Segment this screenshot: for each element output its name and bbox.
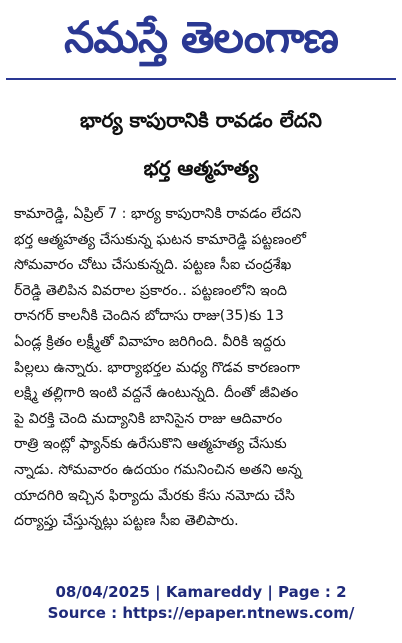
body-line: రానగర్ కాలనీకి చెందిన బోదాసు రాజు(35)కు 13 bbox=[14, 308, 284, 325]
footer-date-edition: 08/04/2025 | Kamareddy | Page : 2 bbox=[55, 583, 347, 601]
body-line: న్నాడు. సోమవారం ఉదయం గమనించిన అతని అన్న bbox=[14, 461, 302, 478]
body-line: కామారెడ్డి, ఏప్రిల్ 7 : భార్య కాపురానికి రావడం లేదని bbox=[14, 206, 302, 222]
body-line: పై విరక్తి చెంది మద్యానికి బానిసైన రాజు ఆదివారం bbox=[14, 410, 283, 427]
masthead bbox=[0, 0, 402, 76]
body-line: సోమవారం చోటు చేసుకున్నది. పట్టణ సీఐ చంద్రశేఖ bbox=[14, 257, 292, 274]
footer-source: Source : https://epaper.ntnews.com/ bbox=[47, 604, 355, 622]
headline-line-1: భార్య కాపురానికి రావడం లేదని bbox=[80, 108, 322, 132]
body-line: దర్యాప్తు చేస్తున్నట్లు పట్టణ సీఐ తెలిపారు. bbox=[14, 513, 239, 530]
body-line: రాత్రి ఇంట్లో ఫ్యాన్‌కు ఉరేసుకొని ఆత్మహత్య చేసుకు bbox=[14, 436, 287, 453]
body-line: పిల్లలు ఉన్నారు. భార్యాభర్తల మధ్య గొడవ కారణంగా bbox=[14, 359, 300, 376]
article-body bbox=[14, 202, 390, 535]
body-line: యాదగిరి ఇచ్చిన ఫిర్యాదు మేరకు కేసు నమోదు చేసి bbox=[14, 487, 295, 504]
headline-line-2: భర్త ఆత్మహత్య bbox=[143, 156, 259, 180]
masthead-divider bbox=[6, 78, 396, 80]
body-line: ఏండ్ల క్రితం లక్ష్మీతో వివాహం జరిగింది. వీరికి ఇద్దరు bbox=[14, 333, 286, 350]
body-line: లక్ష్మి తల్లిగారి ఇంటి వద్దనే ఉంటున్నది. దీంతో జీవితం bbox=[14, 385, 299, 402]
masthead-title: నమస్తే తెలంగాణ bbox=[64, 12, 338, 63]
body-line: ర్‌రెడ్డి తెలిపిన వివరాల ప్రకారం.. పట్టణంలోని ఇంది bbox=[14, 282, 288, 299]
body-line: భర్త ఆత్మహత్య చేసుకున్న ఘటన కామారెడ్డి పట్టణంలో bbox=[14, 231, 306, 248]
